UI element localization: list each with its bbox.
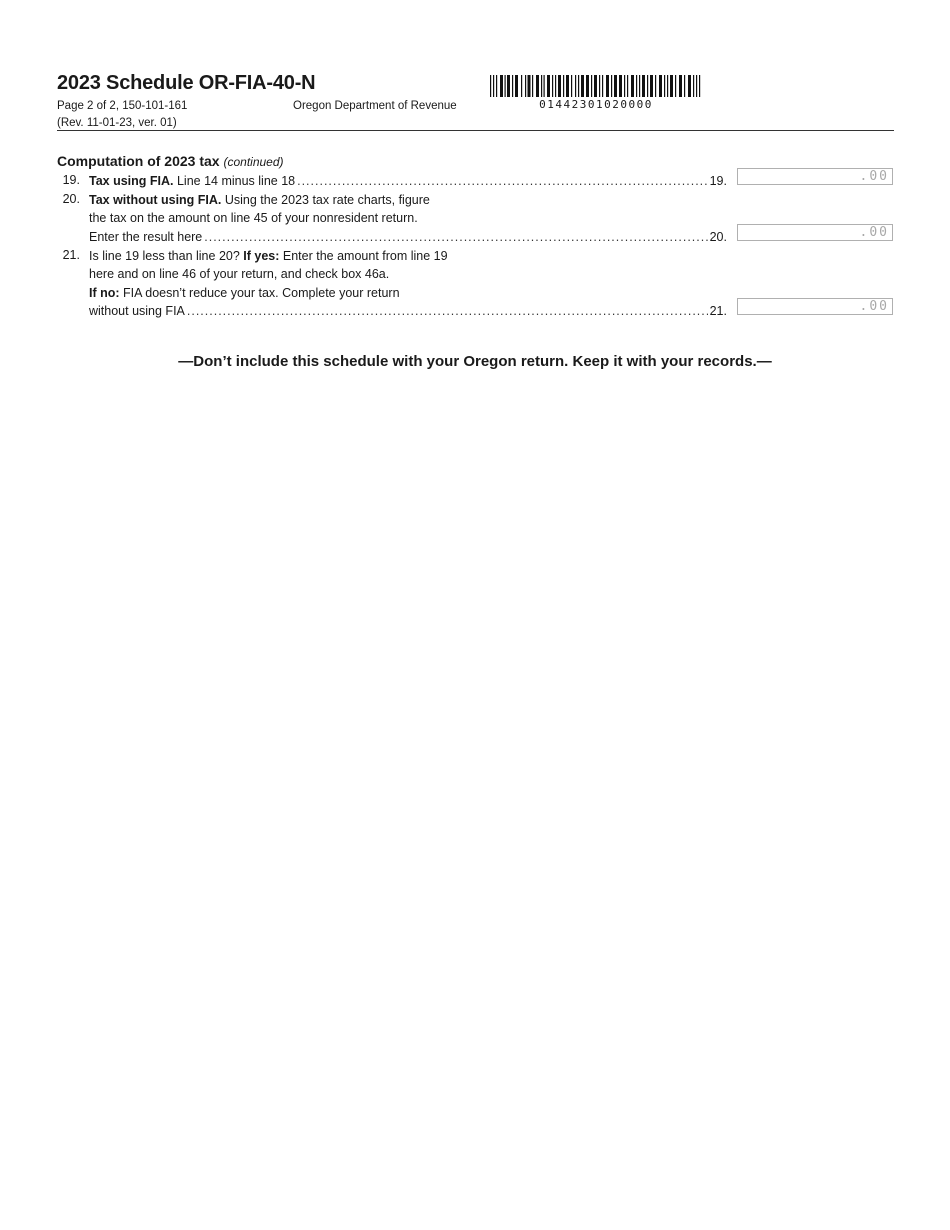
line-19-amount-field[interactable]: .00 <box>737 168 893 185</box>
line-21-text-1b: Enter the amount from line 19 <box>279 249 448 263</box>
line-21-end-number: 21. <box>709 304 727 318</box>
line-20-text-2: the tax on the amount on line 45 of your nonresident return. <box>89 211 418 225</box>
line-21-bold-yes: If yes: <box>243 249 280 263</box>
agency-name: Oregon Department of Revenue <box>293 100 457 112</box>
revision-info: (Rev. 11-01-23, ver. 01) <box>57 117 177 129</box>
line-20-end-number: 20. <box>709 230 727 244</box>
line-21-description-1 <box>89 248 448 264</box>
header-divider <box>57 130 894 131</box>
line-21-description-4 <box>89 303 727 319</box>
line-21-description-3 <box>89 285 400 301</box>
line-20-description-1 <box>89 192 430 208</box>
section-heading-text: Computation of 2023 tax <box>57 153 220 169</box>
section-heading <box>57 153 284 169</box>
line-21-leader <box>187 303 708 319</box>
line-20-bold: Tax without using FIA. <box>89 193 222 207</box>
line-19-bold: Tax using FIA. <box>89 174 174 188</box>
line-20-text-3: Enter the result here <box>89 230 203 244</box>
line-19-end-number: 19. <box>709 174 727 188</box>
line-20-leader <box>204 229 707 245</box>
section-heading-note: (continued) <box>223 155 284 169</box>
line-21-text-2: here and on line 46 of your return, and check box 46a. <box>89 267 390 281</box>
page-info: Page 2 of 2, 150-101-161 <box>57 100 188 112</box>
line-20-number: 20. <box>62 192 80 206</box>
form-title: 2023 Schedule OR-FIA-40-N <box>57 72 316 94</box>
line-21-amount-field[interactable]: .00 <box>737 298 893 315</box>
line-21-text-3: FIA doesn’t reduce your tax. Complete your return <box>119 286 400 300</box>
barcode <box>490 75 702 97</box>
line-19-text: Line 14 minus line 18 <box>173 174 296 188</box>
line-20-text-1: Using the 2023 tax rate charts, figure <box>221 193 430 207</box>
line-21-bold-no: If no: <box>89 286 120 300</box>
line-19-number: 19. <box>62 173 80 187</box>
line-20-description-3 <box>89 229 727 245</box>
line-21-text-1a: Is line 19 less than line 20? <box>89 249 244 263</box>
footer-note: —Don’t include this schedule with your Oregon return. Keep it with your records.— <box>178 353 772 370</box>
line-21-number: 21. <box>62 248 80 262</box>
line-19-description <box>89 173 727 189</box>
line-21-text-4: without using FIA <box>89 304 185 318</box>
line-20-amount-field[interactable]: .00 <box>737 224 893 241</box>
barcode-number: 01442301020000 <box>539 98 653 111</box>
line-19-leader <box>297 173 708 189</box>
